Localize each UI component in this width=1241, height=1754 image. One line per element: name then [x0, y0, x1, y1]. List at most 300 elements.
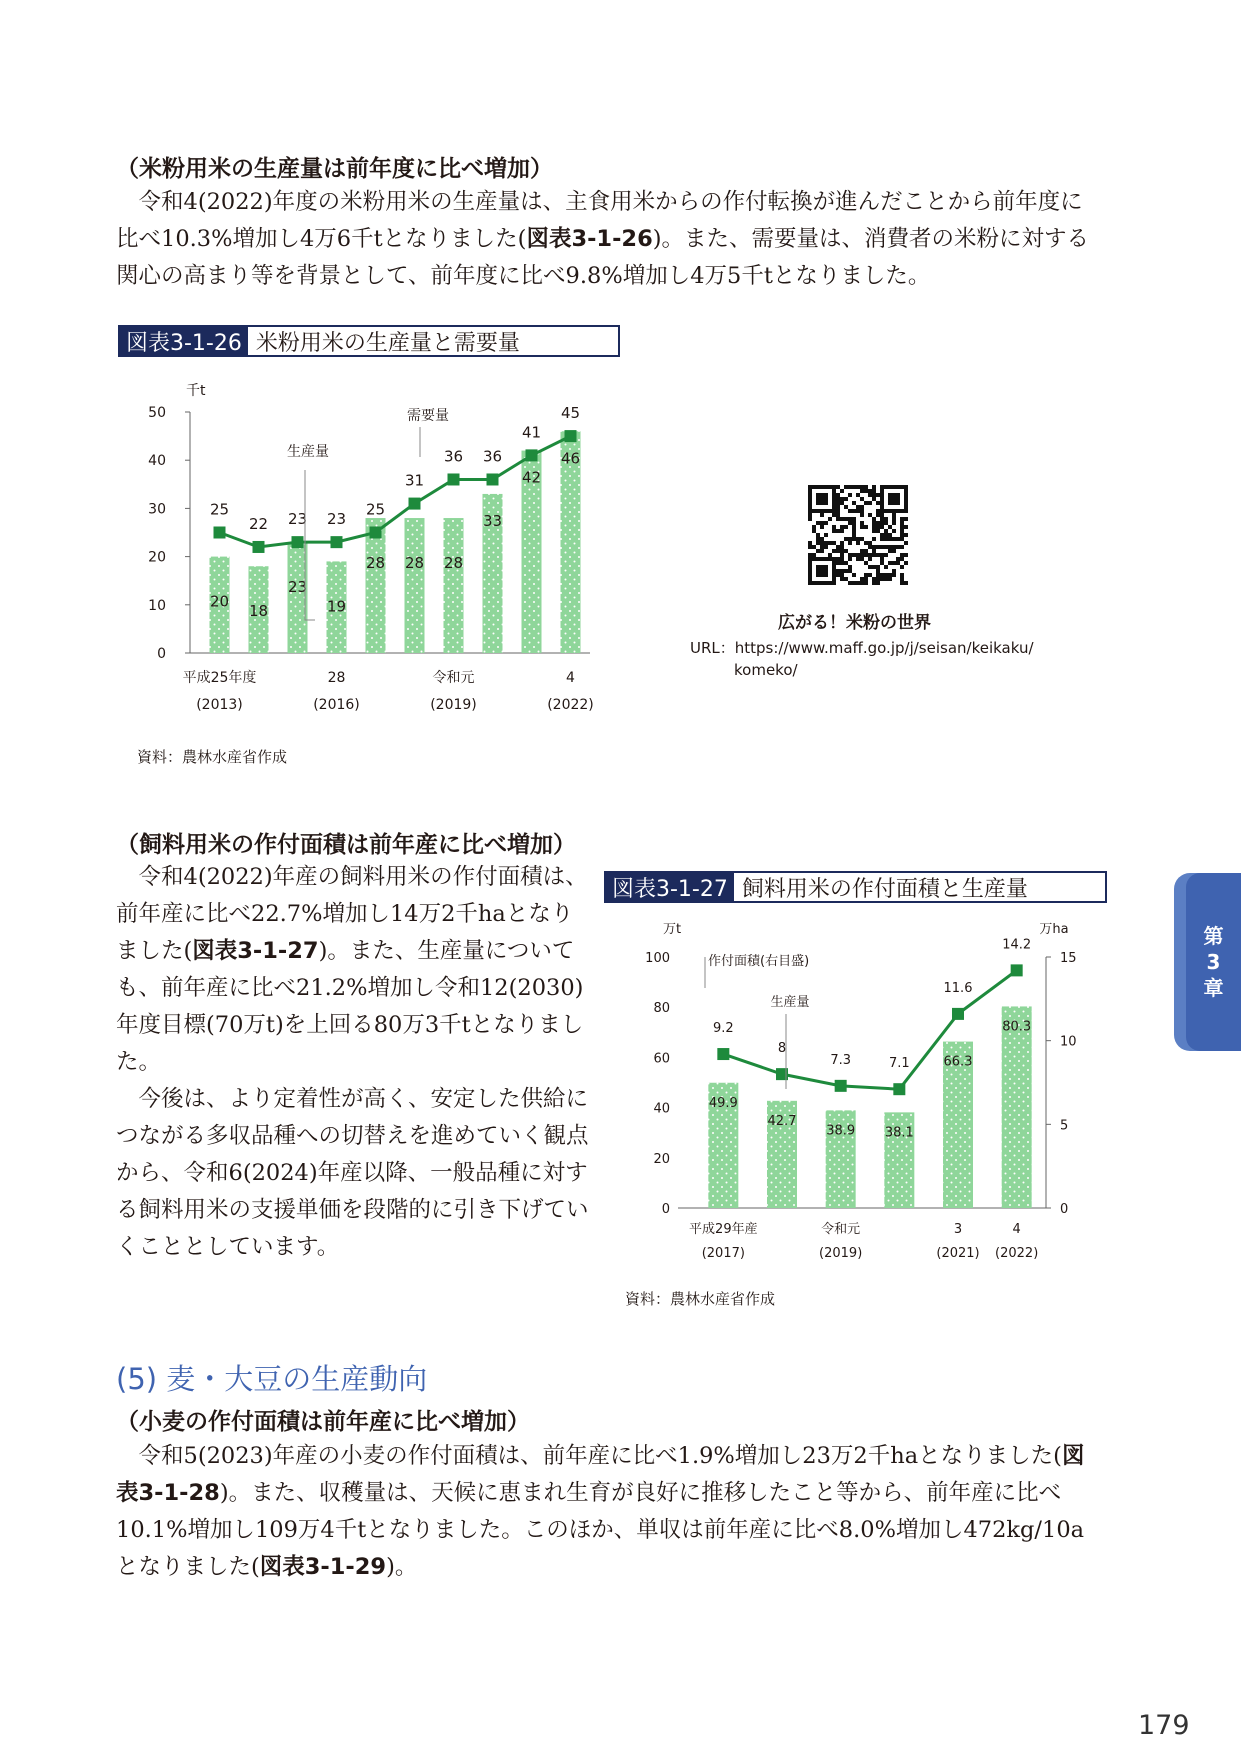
qr-module: [824, 565, 828, 569]
qr-module: [820, 573, 824, 577]
qr-module: [900, 509, 904, 513]
qr-module: [880, 533, 884, 537]
qr-module: [872, 525, 876, 529]
qr-module: [808, 569, 812, 573]
qr-module: [836, 485, 840, 489]
qr-module: [840, 557, 844, 561]
figure-reference-link[interactable]: 図表3-1-27: [192, 938, 319, 964]
qr-module: [904, 485, 908, 489]
qr-module: [808, 573, 812, 577]
chart-feed-rice: [630, 915, 1090, 1270]
qr-module: [832, 569, 836, 573]
qr-module: [808, 513, 812, 517]
qr-module: [824, 573, 828, 577]
qr-module: [888, 493, 892, 497]
qr-module: [852, 509, 856, 513]
figure-reference-link[interactable]: 図表3-1-28: [116, 1443, 1085, 1506]
qr-module: [876, 573, 880, 577]
qr-module: [904, 517, 908, 521]
qr-module: [836, 497, 840, 501]
qr-module: [828, 581, 832, 585]
line-point: [565, 430, 577, 442]
qr-module: [840, 529, 844, 533]
qr-module: [876, 501, 880, 505]
bar-data-label: 18: [248, 602, 269, 621]
qr-module: [868, 493, 872, 497]
qr-module: [828, 541, 832, 545]
qr-module: [832, 577, 836, 581]
qr-module: [872, 565, 876, 569]
qr-module: [876, 545, 880, 549]
line-point: [835, 1080, 847, 1092]
qr-module: [812, 581, 816, 585]
qr-module: [856, 557, 860, 561]
qr-module: [884, 537, 888, 541]
qr-module: [816, 485, 820, 489]
qr-module: [872, 537, 876, 541]
bar-data-label: 42.7: [767, 1113, 797, 1129]
qr-module: [860, 549, 864, 553]
figure-source: 資料：農林水産省作成: [137, 748, 288, 766]
qr-module: [848, 553, 852, 557]
x-tick-label: 平成29年産: [689, 1222, 758, 1237]
qr-module: [840, 553, 844, 557]
y-tick-label: 20: [653, 1151, 670, 1167]
qr-module: [868, 565, 872, 569]
section-paragraph-rice-flour: [116, 184, 1102, 295]
qr-module: [900, 553, 904, 557]
qr-module: [884, 573, 888, 577]
qr-module: [832, 501, 836, 505]
qr-module: [848, 517, 852, 521]
qr-module: [824, 509, 828, 513]
qr-module: [848, 569, 852, 573]
qr-module: [900, 517, 904, 521]
qr-module: [884, 521, 888, 525]
qr-url-line1[interactable]: URL：https://www.maff.go.jp/j/seisan/keikaku/: [690, 639, 1034, 657]
qr-module: [808, 493, 812, 497]
qr-module: [844, 517, 848, 521]
qr-module: [852, 573, 856, 577]
qr-module: [888, 545, 892, 549]
qr-module: [816, 521, 820, 525]
qr-module: [848, 521, 852, 525]
qr-module: [840, 525, 844, 529]
qr-module: [848, 485, 852, 489]
qr-module: [808, 541, 812, 545]
qr-module: [820, 565, 824, 569]
qr-module: [896, 509, 900, 513]
qr-code[interactable]: [808, 485, 908, 585]
bar-data-label: 80.3: [1002, 1019, 1032, 1035]
qr-module: [824, 493, 828, 497]
chart-rice-flour: [118, 375, 608, 720]
line-data-label: 9.2: [712, 1021, 734, 1037]
qr-module: [876, 513, 880, 517]
qr-module: [872, 553, 876, 557]
qr-module: [860, 513, 864, 517]
qr-module: [808, 561, 812, 565]
qr-module: [880, 497, 884, 501]
figure-reference-link[interactable]: 図表3-1-26: [526, 226, 653, 252]
qr-module: [876, 565, 880, 569]
qr-module: [900, 529, 904, 533]
qr-module: [888, 561, 892, 565]
qr-module: [876, 569, 880, 573]
qr-module: [880, 537, 884, 541]
qr-module: [892, 501, 896, 505]
qr-module: [856, 541, 860, 545]
qr-module: [876, 553, 880, 557]
qr-module: [832, 525, 836, 529]
qr-module: [828, 509, 832, 513]
figure-title-box: [604, 871, 1107, 903]
qr-module: [844, 505, 848, 509]
qr-module: [864, 541, 868, 545]
x-tick-label: 令和元: [821, 1222, 861, 1237]
qr-module: [844, 549, 848, 553]
qr-module: [840, 549, 844, 553]
qr-url-line2[interactable]: komeko/: [734, 661, 798, 679]
line-point: [717, 1048, 729, 1060]
qr-module: [848, 581, 852, 585]
qr-module: [816, 581, 820, 585]
qr-module: [880, 505, 884, 509]
qr-module: [852, 553, 856, 557]
qr-module: [892, 561, 896, 565]
qr-module: [880, 493, 884, 497]
qr-module: [868, 553, 872, 557]
qr-module: [888, 525, 892, 529]
qr-module: [876, 521, 880, 525]
qr-module: [892, 493, 896, 497]
qr-module: [896, 545, 900, 549]
qr-module: [836, 509, 840, 513]
qr-module: [840, 541, 844, 545]
qr-module: [876, 529, 880, 533]
qr-module: [864, 485, 868, 489]
qr-module: [816, 497, 820, 501]
figure-source: 資料：農林水産省作成: [625, 1290, 776, 1308]
qr-module: [840, 561, 844, 565]
qr-module: [892, 485, 896, 489]
qr-module: [840, 501, 844, 505]
line-data-label: 25: [365, 500, 386, 519]
qr-module: [816, 501, 820, 505]
line-data-label: 25: [209, 500, 230, 519]
qr-module: [836, 501, 840, 505]
qr-module: [888, 533, 892, 537]
qr-module: [868, 501, 872, 505]
y-axis-unit: 万t: [662, 922, 682, 937]
qr-module: [860, 553, 864, 557]
qr-module: [820, 521, 824, 525]
qr-module: [816, 541, 820, 545]
qr-module: [832, 561, 836, 565]
para-text: )。また、収穫量は、天候に恵まれ生育が良好に推移したこと等から、前年産に比べ10.1%増加し109万4千tとなりました。このほか、単収は前年産に比べ8.0%増加し472kg/10aとなりました(: [116, 1480, 1085, 1580]
qr-module: [832, 573, 836, 577]
qr-module: [872, 497, 876, 501]
qr-module: [880, 489, 884, 493]
x-tick-label: (2013): [196, 697, 243, 713]
qr-module: [868, 541, 872, 545]
qr-module: [824, 569, 828, 573]
qr-module: [808, 577, 812, 581]
qr-module: [884, 565, 888, 569]
y2-tick-label: 10: [1060, 1034, 1077, 1050]
line-point: [448, 473, 460, 485]
section-heading-wheat: （小麦の作付面積は前年産に比べ増加）: [116, 1409, 530, 1435]
qr-module: [832, 557, 836, 561]
qr-module: [880, 509, 884, 513]
qr-module: [880, 501, 884, 505]
qr-module: [868, 545, 872, 549]
qr-module: [892, 497, 896, 501]
qr-module: [808, 517, 812, 521]
y2-tick-label: 15: [1060, 951, 1077, 966]
qr-module: [904, 525, 908, 529]
qr-module: [832, 529, 836, 533]
qr-module: [896, 537, 900, 541]
y-tick-label: 20: [148, 549, 166, 566]
bar-data-label: 33: [482, 511, 503, 530]
line-data-label: 22: [248, 514, 269, 533]
y2-axis-unit: 万ha: [1039, 922, 1069, 937]
qr-module: [808, 501, 812, 505]
qr-module: [820, 497, 824, 501]
qr-module: [872, 521, 876, 525]
section-paragraph-feed-rice: [116, 859, 590, 1266]
qr-module: [880, 521, 884, 525]
qr-module: [832, 565, 836, 569]
qr-module: [896, 557, 900, 561]
qr-module: [836, 505, 840, 509]
qr-module: [872, 545, 876, 549]
qr-module: [888, 509, 892, 513]
qr-module: [852, 537, 856, 541]
qr-module: [884, 545, 888, 549]
qr-module: [852, 485, 856, 489]
line-data-label: 41: [521, 423, 542, 442]
qr-module: [896, 485, 900, 489]
x-tick-label: 平成25年度: [182, 670, 257, 686]
qr-module: [880, 577, 884, 581]
qr-module: [880, 545, 884, 549]
bar-data-label: 38.9: [826, 1123, 856, 1139]
qr-module: [884, 517, 888, 521]
qr-module: [880, 561, 884, 565]
x-tick-label: (2017): [701, 1246, 745, 1261]
qr-module: [900, 545, 904, 549]
bar-data-label: 66.3: [943, 1054, 973, 1070]
qr-module: [904, 505, 908, 509]
y-tick-label: 30: [148, 501, 166, 518]
qr-module: [860, 485, 864, 489]
qr-module: [860, 509, 864, 513]
qr-module: [836, 513, 840, 517]
qr-module: [836, 545, 840, 549]
line-point: [1011, 964, 1023, 976]
qr-module: [904, 561, 908, 565]
qr-module: [884, 509, 888, 513]
para-text: 令和4(2022)年産の飼料用米の作付面積は、前年産に比べ22.7%増加し14万2千haとなりました(: [116, 864, 588, 964]
qr-module: [884, 529, 888, 533]
qr-module: [840, 497, 844, 501]
x-tick-label: 3: [953, 1222, 963, 1237]
qr-module: [812, 545, 816, 549]
qr-module: [888, 549, 892, 553]
chapter-number: 3: [1206, 950, 1221, 974]
qr-module: [816, 569, 820, 573]
qr-module: [900, 557, 904, 561]
qr-module: [872, 577, 876, 581]
line-data-label: 23: [287, 510, 308, 529]
qr-module: [888, 501, 892, 505]
qr-module: [832, 581, 836, 585]
line-data-label: 36: [482, 447, 503, 466]
qr-module: [848, 493, 852, 497]
line-data-label: 23: [326, 510, 347, 529]
qr-module: [860, 497, 864, 501]
bar-data-label: 23: [287, 578, 308, 597]
x-tick-label: 4: [566, 670, 575, 686]
y-tick-label: 10: [148, 597, 166, 614]
chapter-tab[interactable]: [1174, 873, 1241, 1051]
qr-module: [872, 549, 876, 553]
line-point: [487, 473, 499, 485]
y-tick-label: 0: [157, 646, 166, 662]
para-text: )。また、生産量についても、前年産に比べ21.2%増加し令和12(2030)年度目標(70万t)を上回る80万3千tとなりました。: [116, 938, 584, 1075]
qr-module: [892, 569, 896, 573]
line-data-label: 8: [777, 1041, 787, 1057]
qr-module: [824, 557, 828, 561]
qr-module: [900, 521, 904, 525]
qr-module: [808, 565, 812, 569]
qr-module: [832, 505, 836, 509]
section-title-wheat-soy: (5) 麦・大豆の生産動向: [116, 1362, 428, 1396]
qr-module: [820, 525, 824, 529]
qr-module: [808, 581, 812, 585]
line-point: [893, 1083, 905, 1095]
para-text: )。また、需要量は、消費者の米粉に対する関心の高まり等を背景として、前年度に比べ9.8%増加し4万5千tとなりました。: [116, 226, 1090, 289]
qr-module: [868, 489, 872, 493]
qr-module: [832, 497, 836, 501]
qr-module: [868, 573, 872, 577]
qr-module: [844, 525, 848, 529]
qr-module: [808, 553, 812, 557]
qr-module: [852, 521, 856, 525]
qr-module: [824, 497, 828, 501]
qr-module: [836, 517, 840, 521]
qr-module: [860, 581, 864, 585]
qr-module: [856, 509, 860, 513]
qr-module: [840, 569, 844, 573]
qr-module: [892, 509, 896, 513]
y2-tick-label: 5: [1060, 1118, 1069, 1134]
section-paragraph-wheat: [116, 1438, 1102, 1586]
qr-module: [860, 489, 864, 493]
line-point: [214, 527, 226, 539]
qr-module: [904, 581, 908, 585]
bar: [405, 518, 425, 653]
para-text: 今後は、より定着性が高く、安定した供給につながる多収品種への切替えを進めていく観点から、令和6(2024)年産以降、一般品種に対する飼料用米の支援単価を段階的に引き下げていくこととしています。: [116, 1086, 589, 1260]
y-tick-label: 40: [653, 1101, 670, 1117]
para-text: 令和5(2023)年産の小麦の作付面積は、前年産に比べ1.9%増加し23万2千haとなりました(: [138, 1443, 1062, 1469]
qr-module: [816, 537, 820, 541]
x-tick-label: 28: [327, 670, 346, 686]
x-tick-label: (2019): [430, 697, 477, 713]
qr-module: [844, 497, 848, 501]
qr-module: [844, 577, 848, 581]
qr-module: [812, 525, 816, 529]
qr-module: [812, 509, 816, 513]
qr-module: [836, 557, 840, 561]
line-data-label: 45: [560, 404, 581, 423]
qr-module: [808, 497, 812, 501]
qr-module: [816, 573, 820, 577]
qr-module: [820, 513, 824, 517]
qr-module: [900, 581, 904, 585]
y-tick-label: 100: [645, 951, 670, 966]
qr-module: [880, 553, 884, 557]
qr-module: [824, 581, 828, 585]
qr-module: [900, 573, 904, 577]
figure-reference-link[interactable]: 図表3-1-29: [259, 1554, 387, 1580]
qr-module: [828, 485, 832, 489]
y-tick-label: 50: [148, 405, 166, 421]
annotation-label: 生産量: [770, 995, 810, 1010]
qr-module: [816, 549, 820, 553]
annotation-label: 需要量: [407, 408, 449, 424]
qr-module: [876, 581, 880, 585]
qr-module: [816, 493, 820, 497]
qr-module: [852, 525, 856, 529]
qr-module: [836, 573, 840, 577]
y-tick-label: 80: [653, 1001, 670, 1017]
line-point: [292, 536, 304, 548]
bar-data-label: 20: [209, 592, 230, 611]
annotation-label: 作付面積(右目盛): [708, 954, 810, 969]
bar-data-label: 19: [326, 597, 347, 616]
qr-module: [896, 497, 900, 501]
qr-module: [876, 493, 880, 497]
qr-module: [820, 493, 824, 497]
qr-module: [832, 541, 836, 545]
qr-module: [852, 517, 856, 521]
qr-module: [904, 501, 908, 505]
qr-module: [824, 521, 828, 525]
qr-module: [836, 549, 840, 553]
qr-module: [820, 581, 824, 585]
qr-module: [832, 509, 836, 513]
qr-module: [856, 505, 860, 509]
bar-data-label: 49.9: [708, 1095, 738, 1111]
qr-module: [848, 537, 852, 541]
qr-module: [884, 553, 888, 557]
qr-module: [904, 553, 908, 557]
qr-module: [832, 549, 836, 553]
qr-module: [844, 569, 848, 573]
x-tick-label: (2019): [819, 1246, 863, 1261]
qr-module: [820, 545, 824, 549]
chapter-label: 第: [1203, 924, 1224, 948]
qr-module: [872, 489, 876, 493]
qr-module: [896, 501, 900, 505]
line-data-label: 14.2: [1002, 937, 1032, 953]
qr-module: [880, 513, 884, 517]
qr-module: [872, 493, 876, 497]
qr-module: [860, 577, 864, 581]
